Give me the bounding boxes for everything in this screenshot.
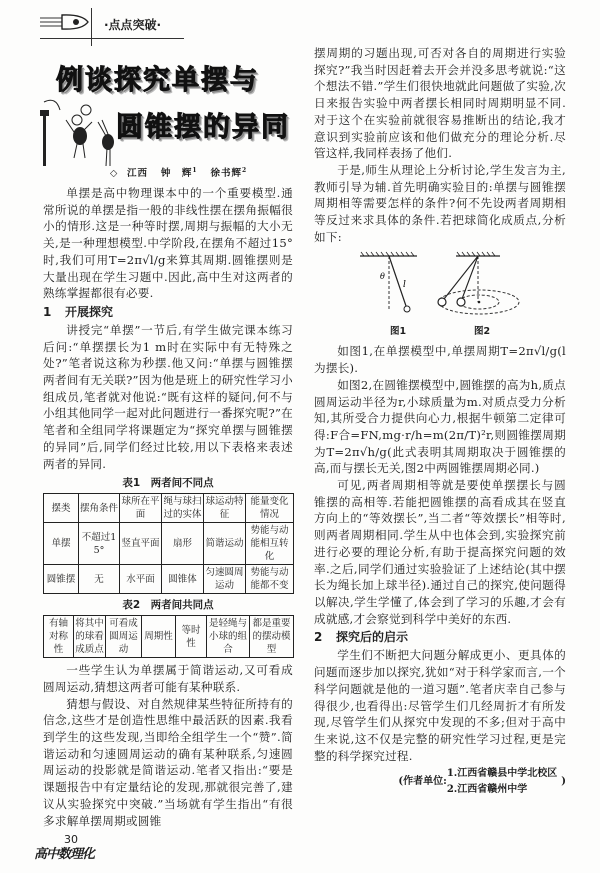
paragraph-inspiration: 学生们不断把大问题分解成更小、更具体的问题而逐步加以探究,犹如“对于科学家而言,一个科学问题就是他的一道习题”.笔者庆幸自己参与得很少,也看得出:尽管学生们几经周折才有所发现,尽管学生们从探究中发现的不多;但对于高中生来说,这不仅是完整的研究性学习过程,更是完整的科学探究过程. (314, 648, 566, 763)
table-header-cell: 摆角条件 (79, 494, 120, 523)
figures (314, 249, 566, 341)
table-cell: 都是重要的摆动模型 (250, 616, 294, 658)
paragraph-analysis: 于是,师生从理论上分析讨论,学生发言为主,教师引导为辅.首先明确实验目的:单摆与圆锥摆周期相等需要怎样的条件?何不先设两者周期相等反过来求具体的条件.若把球简化成质点,分析如下: (314, 162, 566, 244)
table-cell: 可看成圆周运动 (106, 616, 142, 658)
figure-2-caption: 图2 (474, 326, 491, 338)
section-heading-1 (43, 304, 293, 320)
table-cell: 圆锥体 (162, 565, 204, 594)
right-column (314, 45, 566, 798)
author-marker: ◇ (110, 168, 119, 179)
table-row (44, 523, 294, 565)
author-line (110, 165, 247, 179)
author-2: 徐书辉 (210, 168, 243, 179)
page-number: 30 (64, 833, 78, 847)
table-cell: 竖直平面 (120, 523, 162, 565)
table-cell: 无 (79, 565, 120, 594)
table-cell: 等时性 (176, 616, 207, 658)
affiliation-2: 2.江西省赣州中学 (446, 784, 528, 796)
table-cell: 是轻绳与小球的组合 (207, 616, 250, 658)
author-region: 江西 (126, 168, 148, 179)
paragraph-conclusion: 可见,两者周期相等就是要使单摆摆长与圆锥摆的高相等.若能把圆锥摆的高看成其在竖直方向上的“等效摆长”,当二者“等效摆长”相等时,则两者周期相同.学生从中也体会到,实验探究前进行必要的理论分析,有助于提高探究问题的效率.之后,同学们通过实验验证了上述结论(其中摆长为绳长加上球半径).通过自己的探究,使问题得以解决,学生学懂了,体会到了学习的乐趣,才会有成就感,才会察觉到科学中美好的东西. (314, 478, 566, 626)
author-1: 钟 辉 (160, 168, 193, 179)
left-column (34, 185, 293, 873)
paragraph-hypothesis: 猜想与假设、对自然规律某些特征所持有的信念,这些才是创造性思维中最活跃的因素.我看到学生的这些发现,当即给全组学生一个“赞”.简谐运动和匀速圆周运动的确有某种联系,匀速圆周运动的投影就是简谐运动.笔者又指出:“要是课题报告中有定量结论的发现,那就很完善了,建议从实验探究中突破.”当场就有学生指出“有很多求解单摆周期或圆锥 (43, 696, 293, 828)
figure-1-simple-pendulum (355, 249, 425, 317)
article-title-line2: 圆锥摆的异同 (116, 112, 290, 143)
table-header-cell: 球运动特征 (204, 494, 246, 523)
table-cell: 圆锥摆 (44, 565, 79, 594)
length-label: l (403, 280, 406, 291)
table-cell: 水平面 (120, 565, 162, 594)
table-row (44, 565, 294, 594)
table-cell: 匀速圆周运动 (204, 565, 246, 594)
section-heading-2 (314, 629, 566, 645)
section-label: ·点点突破· (104, 18, 162, 32)
affiliation-close: ) (561, 776, 566, 788)
table-cell: 简谐运动 (204, 523, 246, 565)
table-differences (43, 493, 294, 594)
header-vertical-rule (91, 8, 92, 46)
table-header-cell: 球所在平面 (120, 494, 162, 523)
table-cell: 势能与动能都不变 (246, 565, 294, 594)
heading-number: 1 (43, 304, 52, 319)
table-header-row (44, 494, 294, 523)
angle-label: θ (380, 272, 385, 282)
heading-text: 探究后的启示 (336, 630, 409, 645)
figure-2-conical-pendulum (432, 249, 528, 317)
paragraph-intro: 单摆是高中物理课本中的一个重要模型.通常所说的单摆是指一般的非线性摆在摆角振幅很小的情形.这是一种等时摆,周期与振幅的大小无关,是一种理想模型.中学阶段,在摆角不超过15°时,我们可用T=2π√l/g来算其周期.圆锥摆则是大量出现在学生习题中.因此,高中生对这两者的熟练掌握都很有必要. (43, 186, 293, 301)
affiliation-1: 1.江西省赣县中学北校区 (446, 768, 558, 780)
table-cell: 单摆 (44, 523, 79, 565)
table-cell: 势能与动能相互转化 (246, 523, 294, 565)
paragraph-figure2: 如图2,在圆锥摆模型中,圆锥摆的高为h,质点圆周运动半径为r,小球质量为m.对质点受力分析知,其所受合力提供向心力,根据牛顿第二定律可得:F合=FN,mg·r/h=m(2π/T)²r,则圆锥摆周期为T=2π√h/g(此式表明其周期取决于圆锥摆的高,而与摆长无关,图2中两圆锥摆周期必同.) (314, 377, 566, 476)
heading-text: 开展探究 (65, 304, 114, 319)
author-2-affil: 2 (242, 166, 248, 174)
table-cell: 有轴对称性 (44, 616, 74, 658)
table-cell: 不超过15° (79, 523, 120, 565)
magazine-logo: 高中数理化 (34, 847, 95, 863)
table-header-cell: 摆类 (44, 494, 79, 523)
author-1-affil: 1 (192, 166, 198, 174)
table1-caption: 表1 两者间不同点 (122, 477, 214, 490)
affiliation-label: (作者单位: (398, 776, 447, 788)
paragraph-continued: 摆周期的习题出现,可否对各自的周期进行实验探究?”我当时因赶着去开会并没多思考就说:“这个想法不错.”学生们很快地就此问题做了实验,次日来报告实验中两者摆长相同时周期明显不同.对于这个在实验前就很容易推断出的结论,我才意识到实验前应该和他们做充分的理论分析.尽管这样,我同样表扬了他们. (314, 46, 566, 161)
heading-number: 2 (314, 630, 323, 645)
table-cell: 扇形 (162, 523, 204, 565)
figure-1-caption: 图1 (390, 326, 407, 338)
affiliation-block (314, 766, 566, 798)
table-header-cell: 能量变化情况 (246, 494, 294, 523)
table-cell: 周期性 (142, 616, 176, 658)
paragraph-conjecture: 一些学生认为单摆属于简谐运动,又可看成圆周运动,猜想这两者可能有某种联系. (43, 663, 293, 694)
cartoon-illustration-icon (36, 98, 116, 168)
table2-caption: 表2 两者间共同点 (122, 599, 214, 612)
section-logo-icon (38, 12, 94, 34)
page-footer (34, 833, 293, 873)
paragraph-inquiry: 讲授完“单摆”一节后,有学生做完课本练习后问:“单摆摆长为1 m时在实际中有无特殊之处?”笔者说这称为秒摆.他又问:“单摆与圆锥摆两者间有无关联?”因为他是班上的研究性学习小组成员,笔者就对他说:“既有这样的疑问,何不与小组其他同学一起对此问题进行一番探究呢?”在笔者和全组同学将课题定为“探究单摆与圆锥摆的异同”后,同学们经过比较,用以下表格来表述两者的异同. (43, 322, 293, 471)
table-row (44, 616, 294, 658)
paragraph-figure1: 如图1,在单摆模型中,单摆周期T=2π√l/g(l为摆长). (314, 344, 566, 376)
table-similarities (43, 615, 294, 658)
table-header-cell: 绳与球扫过的实体 (162, 494, 204, 523)
header-horizontal-rule (40, 38, 184, 39)
table-cell: 将其中的球看成质点 (74, 616, 106, 658)
article-title-line1: 例谈探究单摆与 (56, 65, 259, 96)
